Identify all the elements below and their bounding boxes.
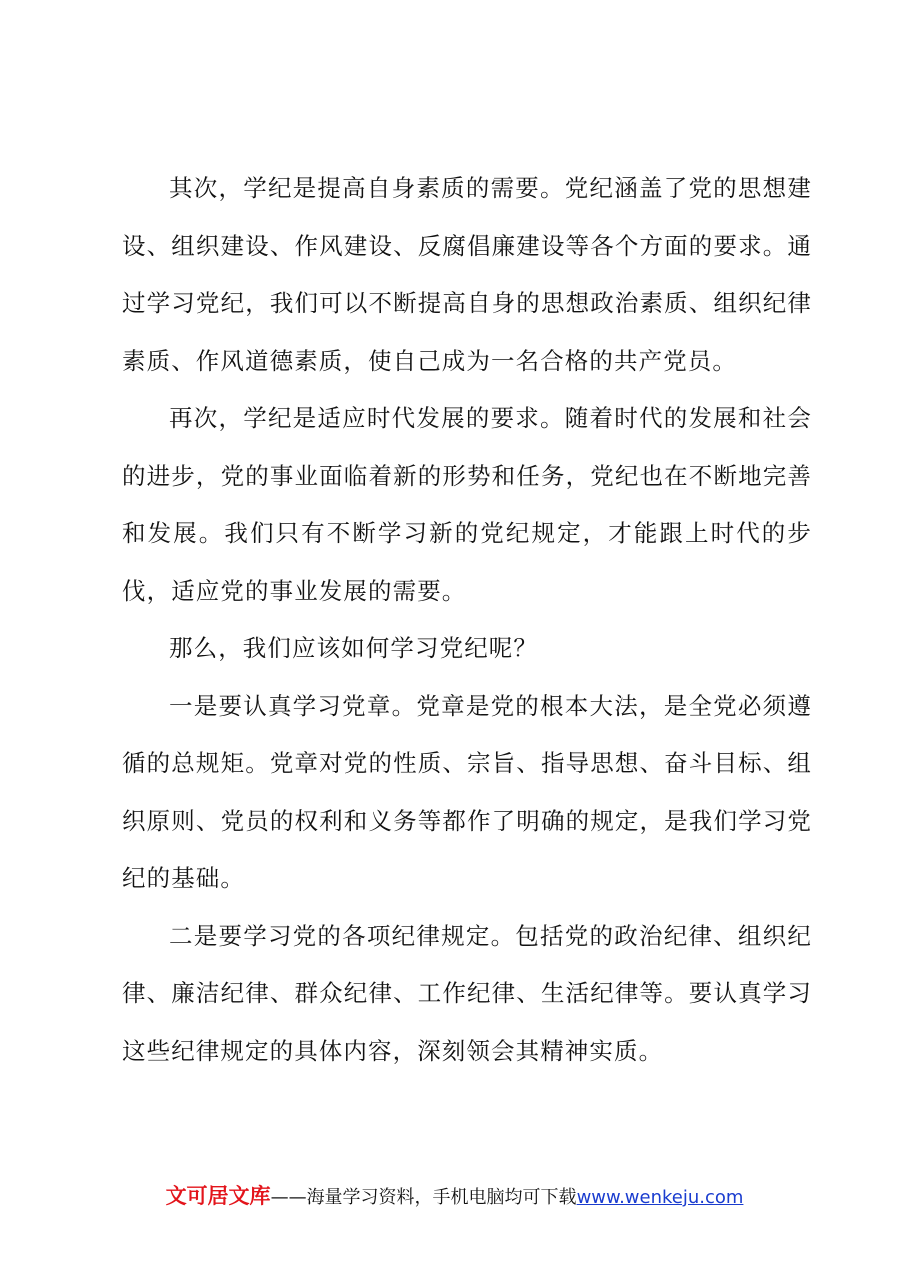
document-body — [122, 160, 812, 1080]
footer-website-link[interactable]: www.wenkeju.com — [576, 1187, 744, 1208]
page-footer — [0, 1183, 909, 1211]
footer-tagline: ——海量学习资料，手机电脑均可下载 — [270, 1187, 577, 1208]
paragraph-2: 再次，学纪是适应时代发展的要求。随着时代的发展和社会的进步，党的事业面临着新的形势和任务，党纪也在不断地完善和发展。我们只有不断学习新的党纪规定，才能跟上时代的步伐，适应党的事业发展的需要。 — [122, 404, 812, 605]
paragraph-5: 二是要学习党的各项纪律规定。包括党的政治纪律、组织纪律、廉洁纪律、群众纪律、工作纪律、生活纪律等。要认真学习这些纪律规定的具体内容，深刻领会其精神实质。 — [122, 921, 812, 1065]
paragraph-1: 其次，学纪是提高自身素质的需要。党纪涵盖了党的思想建设、组织建设、作风建设、反腐倡廉建设等各个方面的要求。通过学习党纪，我们可以不断提高自身的思想政治素质、组织纪律素质、作风道德素质，使自己成为一名合格的共产党员。 — [122, 174, 812, 375]
footer-brand: 文可居文库 — [165, 1184, 271, 1208]
paragraph-3: 那么，我们应该如何学习党纪呢？ — [169, 634, 538, 662]
paragraph-4: 一是要认真学习党章。党章是党的根本大法，是全党必须遵循的总规矩。党章对党的性质、宗旨、指导思想、奋斗目标、组织原则、党员的权利和义务等都作了明确的规定，是我们学习党纪的基础。 — [122, 691, 812, 892]
